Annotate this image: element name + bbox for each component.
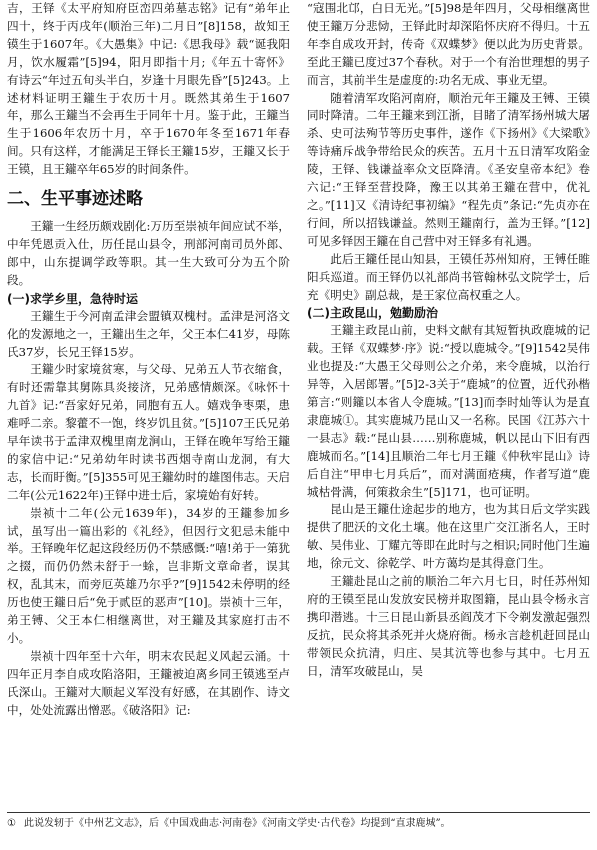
paragraph: 吉，王铎《太平府知府臣峦四弟墓志铭》记有“弟年止四十，终于丙戌年(顺治三年)二月日”[8]158，故知王镆生于1607年。《大愚集》中记:《思我母》载“诞我阳月，饮水履霜”[5]94，阳月即指十月;《年五十寄怀》有诗云“年过五旬头半白，岁逢十月眼先昏”[5]243。上述材料证明王鑨生于农历十月。既然其弟生于1607年，那么王鑨当不会再生于同年十月。鉴于此，王鑨当生于1606年农历十月，卒于1670年冬至1671年春间。只有这样，才能满足王铎长王鑨15岁，王鑨又长于王镆，且王鑨卒年65岁的时间条件。	[7, 1, 290, 177]
footnote-marker: ①	[7, 818, 16, 829]
left-column	[7, 0, 290, 720]
paragraph: 王鑨主政昆山前，史料文献有其短暂执政鹿城的记载。王铎《双蝶梦·序》说:“授以鹿城令。”[9]1542吴伟业也提及:“大愚王父母则公之介弟，来令鹿城，以治行异等，入居郎署。”[5]2-3关于“鹿城”的位置，近代孙楷第言:“则鑨以本省人令鹿城。”[13]而李时灿等认为是直隶鹿城①。其实鹿城乃昆山又一名称。民国《江苏六十一县志》载:“昆山县……别称鹿城，帆以昆山下旧有西鹿城而名。”[14]且顺治二年七月王鑨《仲秋牢昆山》诗后自注“甲申七月兵后”，而对满面疮痍，作者写道“鹿城枯骨满，何策救余生”[5]171，也可证明。	[307, 323, 590, 499]
paragraph: 王鑨一生经历颇戏剧化:万历至崇祯年间应试不举，中年凭恩贡入仕，历任昆山县令，刑部河南司员外郎、郎中，山东提调学政等职。其一生大致可分为五个阶段。	[7, 219, 290, 287]
footnote	[7, 817, 590, 831]
paragraph: 王鑨赴昆山之前的顺治二年六月七日，时任苏州知府的王镆至昆山发放安民榜并取图籍，昆山县令杨永言携印潜逃。十三日昆山新县丞阎茂才下令剃发激起强烈反抗，民众将其杀死并火烧府衙。杨永言趁机赶回昆山带领民众抗清，归庄、吴其沆等也参与其中。七月五日，清军攻破昆山，吴	[307, 574, 590, 678]
paragraph: 崇祯十二年(公元1639年)，34岁的王鑨参加乡试，虽写出一篇出彩的《礼经》，但因行文犯忌未能中举。王铎晚年忆起这段经历仍不禁感慨:“嘻!弟于一第犹之掇，而仍仍然未舒于一蜍，岂非斯文章命者，误其权，乱其末，而旁厄英雄乃尔乎?”[9]1542未停明的经历也使王鑨日后“免于贰臣的恶声”[10]。崇祯十三年，弟王镈、父王本仁相继离世，对王鑨及其家庭打击不小。	[7, 505, 290, 645]
paragraph: 昆山是王鑨仕途起步的地方，也为其日后文学实践提供了肥沃的文化土壤。他在这里广交江浙名人，王时敏、吴伟业、丁耀亢等即在此时与之相识;同时他门生遍地，徐元文、徐乾学、叶方蔼均是其得意门生。	[307, 502, 590, 571]
paragraph: 此后王鑨任昆山知县，王镆任苏州知府，王镈任睢阳兵巡道。而王铎仍以礼部尚书管翰林弘文院学士，后充《明史》副总裁，是王家位高权重之人。	[307, 251, 590, 302]
footnote-text: 此说发轫于《中州艺文志》，后《中国戏曲志·河南卷》《河南文学史·古代卷》均提到“直隶鹿城”。	[23, 818, 451, 829]
subsection-heading: (二)主政昆山，勉勤励治	[307, 306, 438, 321]
paragraph: 随着清军攻陷河南府，顺治元年王鑨及王镈、王镆同时降清。二年王鑨来到江浙，目睹了清军扬州城大屠杀、史可法殉节等历史事件，遂作《下扬州》《大梁歌》等诗痛斥战争带给民众的疾苦。五月十五日清军攻陷金陵，王铎、钱谦益率众文臣降清。《圣安皇帝本纪》卷六记:“王铎至营投降，豫王以其弟王鑨在营中，优礼之。”[11]又《清诗纪事初编》“程先贞”条记:“先贞亦在行间，所以招钱谦益。然则王鑨南行，盖为王铎。”[12]可见多铎因王鑨在自己营中对王铎多有礼遇。	[307, 90, 590, 248]
footnote-divider	[7, 812, 590, 813]
paragraph: 崇祯十四年至十六年，明末农民起义风起云涌。十四年正月李自成攻陷洛阳，王鑨被迫离乡同王镆逃至卢氏深山。王鑨对大顺起义军没有好感，在其剧作、诗文中，处处流露出憎恶。《破洛阳》记:	[7, 648, 290, 717]
paragraph: 王鑨少时家境贫寒，与父母、兄弟五人节衣缩食，有时还需靠其舅陈具炎接济，兄弟感情颇深。《咏怀十九首》记:“吾家好兄弟，同胞有五人。嬉戏争枣栗，患难呼二亲。黎藿不一饱，终岁饥且贫。”[5]107王氏兄弟早年读书于孟津双槐里南龙涧山，王铎在晚年写给王鑨的家信中记:“兄弟幼年时读书西烟寺南山龙洞，有大志，长而盱衡。”[5]355可见王鑨幼时的雄图伟志。天启二年(公元1622年)王铎中进士后，家境始有好转。	[7, 362, 290, 502]
section-heading: 二、生平事迹述略	[7, 189, 143, 210]
paragraph: “寇围北邙，白日无光。”[5]98是年四月，父母相继离世使王鑨万分悲恸，王铎此时却深陷怀庆府不得归。十五年李自成攻开封，传奇《双蝶梦》便以此为历史背景。至此王鑨已度过37个春秋。对于一个有治世理想的男子而言，其前半生是虚度的:功名无成、事业无望。	[307, 1, 590, 87]
subsection-heading: (一)求学乡里，急待时运	[7, 291, 138, 306]
paragraph: 王鑨生于今河南孟津会盟镇双槐村。孟津是河洛文化的发源地之一，王鑨出生之年，父王本仁41岁，母陈氏37岁，长兄王铎15岁。	[7, 308, 290, 359]
right-column	[307, 0, 590, 681]
